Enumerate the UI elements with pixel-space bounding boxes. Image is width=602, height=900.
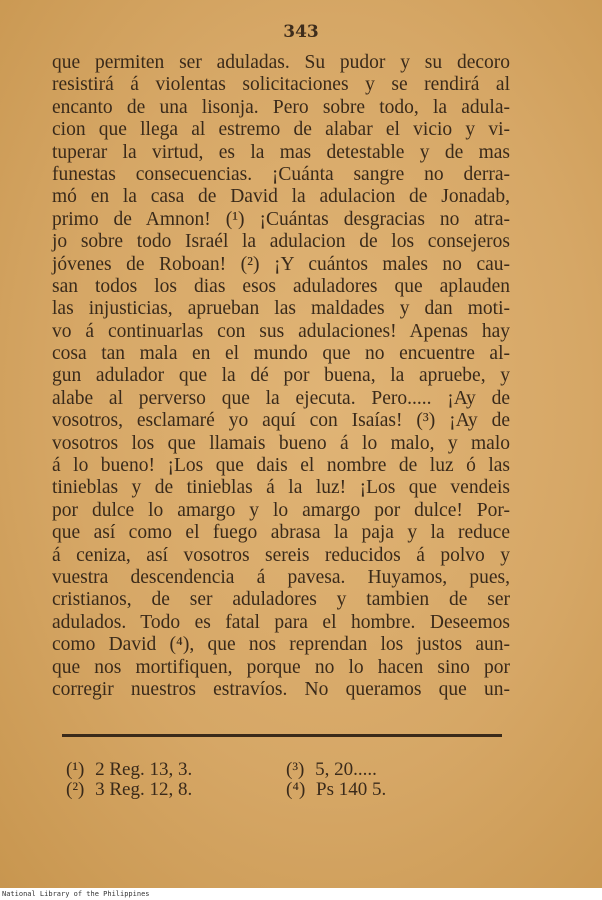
- footnote-divider: [62, 734, 502, 737]
- page-number: 343: [283, 22, 319, 42]
- footnote-ref: 5, 20.....: [315, 759, 377, 780]
- text-line: jóvenes de Roboan! (²) ¡Y cuántos males no cau-: [52, 253, 510, 275]
- text-line: jo sobre todo Israél la adulacion de los consejeros: [52, 231, 510, 253]
- text-line: vosotros, esclamaré yo aquí con Isaías! (³) ¡Ay de: [52, 410, 510, 432]
- text-line: corregir nuestros estravíos. No queramos que un-: [52, 678, 510, 700]
- text-line: que permiten ser aduladas. Su pudor y su decoro: [52, 52, 510, 73]
- body-text: [52, 52, 510, 701]
- text-line: las injusticias, aprueban las maldades y dan moti-: [52, 298, 510, 320]
- footnote-4: [286, 778, 386, 801]
- footnote-mark: (¹): [66, 759, 85, 780]
- text-line: resistirá á violentas solicitaciones y se rendirá al: [52, 74, 510, 96]
- text-line: vosotros los que llamais bueno á lo malo, y malo: [52, 432, 510, 454]
- text-line: primo de Amnon! (¹) ¡Cuántas desgracias no atra-: [52, 208, 510, 230]
- text-line: que nos mortifiquen, porque no lo hacen sino por: [52, 656, 510, 678]
- text-line: adulados. Todo es fatal para el hombre. Deseemos: [52, 611, 510, 633]
- text-line: por dulce lo amargo y lo amargo por dulce! Por-: [52, 499, 510, 521]
- footnote-2: [66, 778, 192, 801]
- text-line: vo á continuarlas con sus adulaciones! Apenas hay: [52, 320, 510, 342]
- text-line: como David (⁴), que nos reprendan los justos aun-: [52, 634, 510, 656]
- footnote-ref: 3 Reg. 12, 8.: [95, 779, 193, 800]
- footnote-ref: Ps 140 5.: [316, 779, 387, 800]
- footnote-mark: (²): [66, 779, 85, 800]
- text-line: vuestra descendencia á pavesa. Huyamos, pues,: [52, 566, 510, 588]
- text-line: cosa tan mala en el mundo que no encuentre al-: [52, 343, 510, 365]
- footnote-mark: (⁴): [286, 779, 306, 800]
- text-line: cion que llega al estremo de alabar el vicio y vi-: [52, 119, 510, 141]
- text-line: tuperar la virtud, es la mas detestable y de mas: [52, 141, 510, 163]
- text-line: tinieblas y de tinieblas á la luz! ¡Los que vendeis: [52, 477, 510, 499]
- text-line: gun adulador que la dé por buena, la apruebe, y: [52, 365, 510, 387]
- footnote-mark: (³): [286, 759, 305, 780]
- text-line: alabe al perverso que la ejecuta. Pero..... ¡Ay de: [52, 387, 510, 409]
- text-line: encanto de una lisonja. Pero sobre todo, la adula-: [52, 96, 510, 118]
- text-line: san todos los dias esos aduladores que aplauden: [52, 275, 510, 297]
- text-line: mó en la casa de David la adulacion de Jonadab,: [52, 186, 510, 208]
- text-line: funestas consecuencias. ¡Cuánta sangre no derra-: [52, 163, 510, 185]
- footnote-ref: 2 Reg. 13, 3.: [95, 759, 193, 780]
- library-footer: National Library of the Philippines: [2, 890, 150, 898]
- text-line: á ceniza, así vosotros sereis reducidos á polvo y: [52, 544, 510, 566]
- text-line: cristianos, de ser aduladores y tambien de ser: [52, 589, 510, 611]
- text-line: á lo bueno! ¡Los que dais el nombre de luz ó las: [52, 455, 510, 477]
- text-line: que así como el fuego abrasa la paja y la reduce: [52, 522, 510, 544]
